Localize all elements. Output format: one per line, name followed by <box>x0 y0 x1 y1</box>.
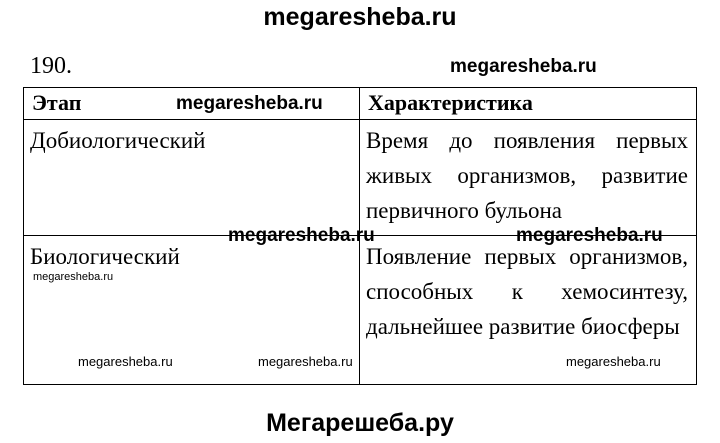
stage-cell: Добиологический <box>24 120 360 236</box>
watermark: megaresheba.ru <box>33 271 114 283</box>
watermark: megaresheba.ru <box>566 354 661 369</box>
column-header-characteristic: Характеристика <box>360 88 697 120</box>
column-header-stage: Этап <box>24 88 360 120</box>
watermark: megaresheba.ru <box>78 354 173 369</box>
watermark: megaresheba.ru <box>450 56 597 77</box>
watermark: megaresheba.ru <box>516 225 663 246</box>
table-row <box>24 120 697 236</box>
stage-cell: Биологический <box>24 236 360 385</box>
watermark: megaresheba.ru <box>258 354 353 369</box>
watermark: megaresheba.ru <box>228 225 375 246</box>
watermark: megaresheba.ru <box>176 93 323 114</box>
table-header-row <box>24 88 697 120</box>
site-footer: Мегарешеба.ру <box>266 409 454 437</box>
site-header: megaresheba.ru <box>263 3 457 31</box>
description-cell: Время до появления первых живых организмов, развитие первичного бульона <box>360 120 697 236</box>
task-number: 190. <box>30 53 72 79</box>
description-cell: Появление первых организмов, способных к хемосинтезу, дальнейшее развитие биосферы <box>360 236 697 385</box>
